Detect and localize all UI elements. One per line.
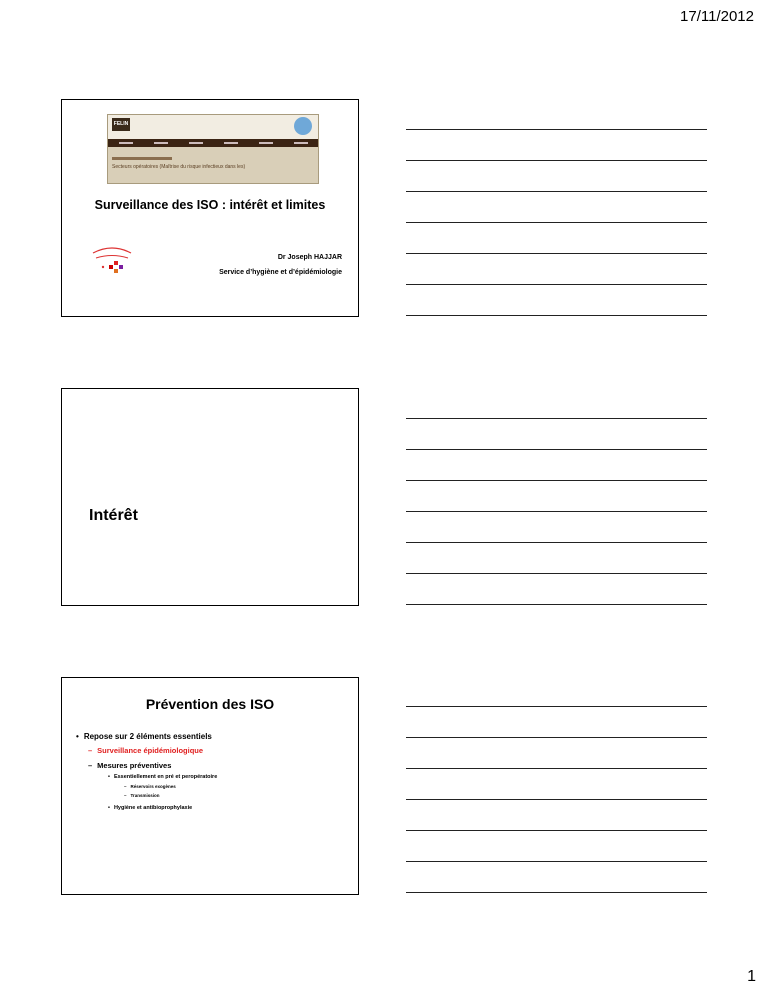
- author-block: [219, 250, 342, 280]
- website-screenshot: [107, 114, 319, 184]
- third-bullet-preop: • Essentiellement en pré et peropératoire: [108, 774, 217, 780]
- author-service: Service d’hygiène et d’épidémiologie: [219, 269, 342, 276]
- notes-lines-2: [406, 418, 707, 635]
- author-name: Dr Joseph HAJJAR: [277, 254, 342, 261]
- notes-lines-3: [406, 706, 707, 923]
- slide-2: [61, 388, 359, 606]
- third-bullet-hygiene: • Hygiène et antibioprophylaxie: [108, 805, 192, 811]
- slide-title: Surveillance des ISO : intérêt et limites: [94, 198, 326, 212]
- fourth-bullet-transmission: – Transmission: [124, 793, 176, 798]
- third-level-list: [108, 774, 217, 780]
- website-section-title: Secteurs opératoires (Maîtrise du risque infectieux dans les): [112, 164, 246, 170]
- page-number: 1: [747, 968, 756, 985]
- website-breadcrumb: [112, 157, 172, 160]
- print-date: 17/11/2012: [680, 8, 754, 25]
- fourth-level-list: [124, 784, 176, 798]
- cclin-logo-icon: [294, 117, 312, 135]
- slide-title: Prévention des ISO: [145, 696, 275, 712]
- third-level-list-2: [108, 805, 192, 811]
- sub-bullet-prevention: – Mesures préventives: [88, 761, 203, 770]
- slide-1: [61, 99, 359, 317]
- hygiene-stamp-icon: [90, 245, 134, 277]
- felin-logo: FELIN: [112, 118, 130, 131]
- fourth-bullet-reservoirs: – Réservoirs exogènes: [124, 784, 176, 789]
- slide-3: [61, 677, 359, 895]
- sub-bullet-list: [88, 746, 203, 770]
- bullet-main: • Repose sur 2 éléments essentiels: [76, 732, 212, 741]
- sub-bullet-surveillance: – Surveillance épidémiologique: [88, 746, 203, 755]
- notes-lines-1: [406, 129, 707, 346]
- website-nav-bar: [108, 139, 318, 147]
- slide-title: Intérêt: [89, 507, 138, 524]
